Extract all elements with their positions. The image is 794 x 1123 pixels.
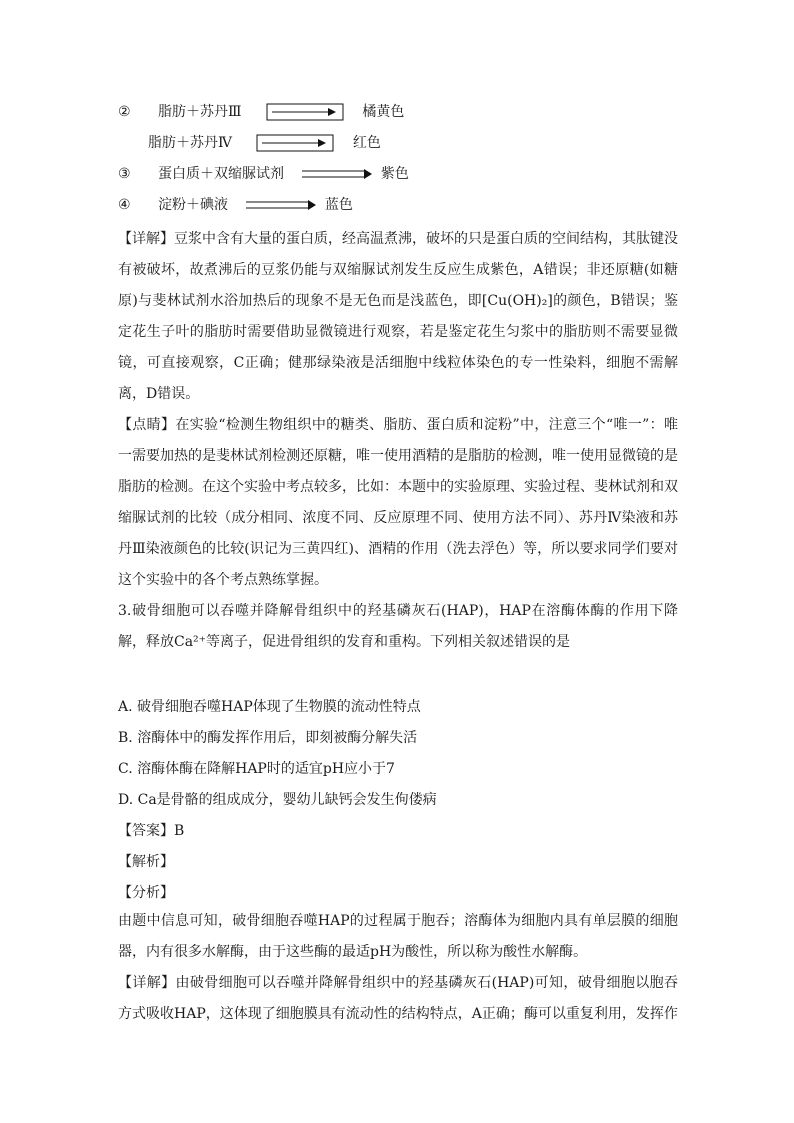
analysis-label: 【解析】 bbox=[118, 854, 174, 870]
analysis-paragraph: 由题中信息可知，破骨细胞吞噬HAP的过程属于胞吞；溶酶体为细胞内具有单层膜的细胞器，内有很多水解酶，由于这些酶的最适pH为酸性，所以称为酸性水解酶。 bbox=[118, 913, 678, 960]
reaction-color: 紫色 bbox=[380, 166, 409, 182]
reaction-arrow-icon bbox=[266, 103, 344, 121]
option-a: A. 破骨细胞吞噬HAP体现了生物膜的流动性特点 bbox=[118, 699, 421, 715]
reaction-color: 红色 bbox=[352, 135, 381, 151]
tip-paragraph: 【点睛】在实验“检测生物组织中的糖类、脂肪、蛋白质和淀粉”中，注意三个“唯一”：唯一需要加热的是斐林试剂检测还原糖，唯一使用酒精的是脂肪的检测，唯一使用显微镜的是脂肪的检测。在这个实验中考点较多，比如：本题中的实验原理、实验过程、斐林试剂和双缩脲试剂的比较（成分相同、浓度不同、反应原理不同、使用方法不同）、苏丹Ⅳ染液和苏丹Ⅲ染液颜色的比较(识记为三黄四红)、酒精的作用（洗去浮色）等，所以要求同学们要对这个实验中的各个考点熟练掌握。 bbox=[118, 417, 678, 588]
reaction-arrow-icon bbox=[300, 167, 374, 181]
item-number: ④ bbox=[118, 197, 131, 213]
option-b: B. 溶酶体中的酶发挥作用后，即刻被酶分解失活 bbox=[118, 730, 418, 746]
reaction-arrow-icon bbox=[244, 198, 318, 212]
detail-paragraph: 【详解】豆浆中含有大量的蛋白质，经高温煮沸，破坏的只是蛋白质的空间结构，其肽键没有被破坏，故煮沸后的豆浆仍能与双缩脲试剂发生反应生成紫色，A错误；非还原糖(如糖原)与斐林试剂水浴加热后的现象不是无色而是浅蓝色，即[Cu(OH)₂]的颜色，B错误；鉴定花生子叶的脂肪时需要借助显微镜进行观察，若是鉴定花生匀浆中的脂肪则不需要显微镜，可直接观察，C正确；健那绿染液是活细胞中线粒体染色的专一性染料，细胞不需解离，D错误。 bbox=[118, 231, 678, 402]
reaction-line bbox=[118, 195, 353, 215]
item-number: ② bbox=[118, 104, 131, 120]
reaction-reagents: 蛋白质＋双缩脲试剂 bbox=[158, 166, 284, 182]
reaction-reagents: 脂肪＋苏丹Ⅳ bbox=[148, 135, 232, 151]
reaction-arrow-icon bbox=[256, 134, 334, 152]
detail-paragraph-2: 【详解】由破骨细胞可以吞噬并降解骨组织中的羟基磷灰石(HAP)可知，破骨细胞以胞吞方式吸收HAP，这体现了细胞膜具有流动性的结构特点，A正确；酶可以重复利用，发挥作 bbox=[118, 975, 678, 1022]
reaction-line bbox=[148, 133, 381, 153]
reaction-reagents: 淀粉＋碘液 bbox=[158, 197, 228, 213]
option-d: D. Ca是骨骼的组成成分，婴幼儿缺钙会发生佝偻病 bbox=[118, 792, 437, 808]
reaction-color: 橘黄色 bbox=[362, 104, 405, 120]
reaction-reagents: 脂肪＋苏丹Ⅲ bbox=[158, 104, 242, 120]
answer-label: 【答案】B bbox=[118, 823, 185, 839]
analysis-sub-label: 【分析】 bbox=[118, 885, 174, 901]
item-number: ③ bbox=[118, 166, 131, 182]
question-stem: 3.破骨细胞可以吞噬并降解骨组织中的羟基磷灰石(HAP)，HAP在溶酶体酶的作用下降解，释放Ca²⁺等离子，促进骨组织的发育和重构。下列相关叙述错误的是 bbox=[118, 603, 678, 650]
reaction-color: 蓝色 bbox=[324, 197, 353, 213]
option-c: C. 溶酶体酶在降解HAP时的适宜pH应小于7 bbox=[118, 761, 395, 777]
reaction-line bbox=[118, 164, 409, 184]
reaction-line bbox=[118, 102, 404, 122]
